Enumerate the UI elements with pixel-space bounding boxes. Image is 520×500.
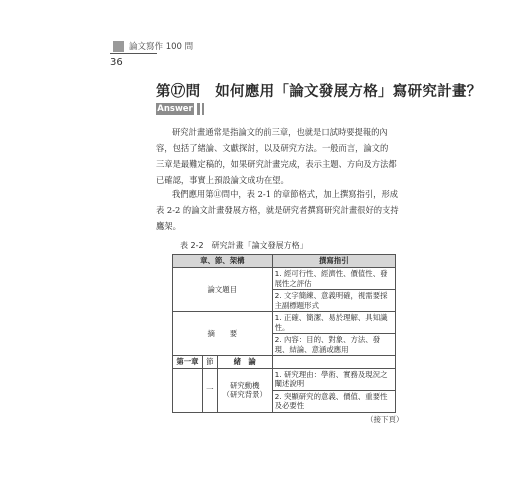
thesis-guide-1: 1. 經可行性、經濟性、價值性、發展性之評估 (272, 268, 395, 290)
motivation-section-num: 一 (202, 368, 217, 412)
p1-line: 容，包括了緒論、文獻探討，以及研究方法。一般而言，論文的 (156, 143, 389, 153)
table-row (173, 268, 396, 290)
motivation-label-1: 研究動機 (229, 380, 260, 390)
thesis-title-label: 論文題目 (173, 268, 273, 312)
continued-note: （接下頁） (366, 415, 404, 424)
motivation-guide-1: 1. 研究理由：學術、實務及現況之闡述說明 (272, 368, 395, 390)
thesis-guide-2: 2. 文字簡練、意義明確，視需要採主副標題形式 (272, 290, 395, 312)
paragraph-1 (156, 124, 402, 188)
p1-line: 三章是最難定稿的，如果研究計畫完成，表示主題、方向及方法都 (156, 159, 397, 169)
abstract-label: 摘 要 (173, 312, 273, 356)
chapter-blank (173, 368, 203, 412)
answer-bar (197, 103, 200, 115)
p1-line: 已確認，事實上預設論文成功在望。 (156, 175, 289, 185)
motivation-guide-2: 2. 突顯研究的意義、價值、重要性及必要性 (272, 390, 395, 412)
table-header-row (173, 255, 396, 268)
answer-bar-thin (202, 103, 204, 115)
header-guide: 撰寫指引 (272, 255, 395, 268)
p1-line: 研究計畫通常是指論文的前三章，也就是口試時要提報的內 (172, 127, 388, 137)
section-col-label: 節 (202, 356, 217, 369)
motivation-label (217, 368, 272, 412)
p2-line: 鷹架。 (156, 221, 181, 231)
table-row (173, 312, 396, 334)
page-number: 36 (110, 57, 123, 68)
table-row (173, 356, 396, 369)
header-rule (110, 53, 157, 54)
answer-badge: Answer (157, 104, 193, 114)
abstract-guide-1: 1. 正確、簡潔、易於理解、具知識性。 (272, 312, 395, 334)
chapter-intro-title: 緒 論 (217, 356, 272, 369)
chapter-label: 第一章 (173, 356, 203, 369)
book-title: 論文寫作 100 問 (129, 42, 194, 52)
table-row (173, 368, 396, 390)
motivation-label-2: （研究背景） (222, 390, 267, 399)
abstract-guide-2: 2. 內容：目的、對象、方法、發現、結論、意涵或應用 (272, 334, 395, 356)
header-marker (113, 41, 124, 52)
p2-line: 表 2-2 的論文計畫發展方格，就是研究者撰寫研究計畫很好的支持 (156, 205, 399, 215)
chapter-intro-guide (272, 356, 395, 369)
p2-line: 我們應用第⑪問中，表 2-1 的章節格式，加上撰寫指引，形成 (172, 189, 399, 199)
header-structure: 章、節、架構 (173, 255, 273, 268)
development-grid-table (172, 254, 396, 413)
section-title: 第⑰問 如何應用「論文發展方格」寫研究計畫？ (156, 83, 482, 100)
table-caption: 表 2-2 研究計畫「論文發展方格」 (180, 241, 308, 250)
paragraph-2 (156, 186, 402, 234)
